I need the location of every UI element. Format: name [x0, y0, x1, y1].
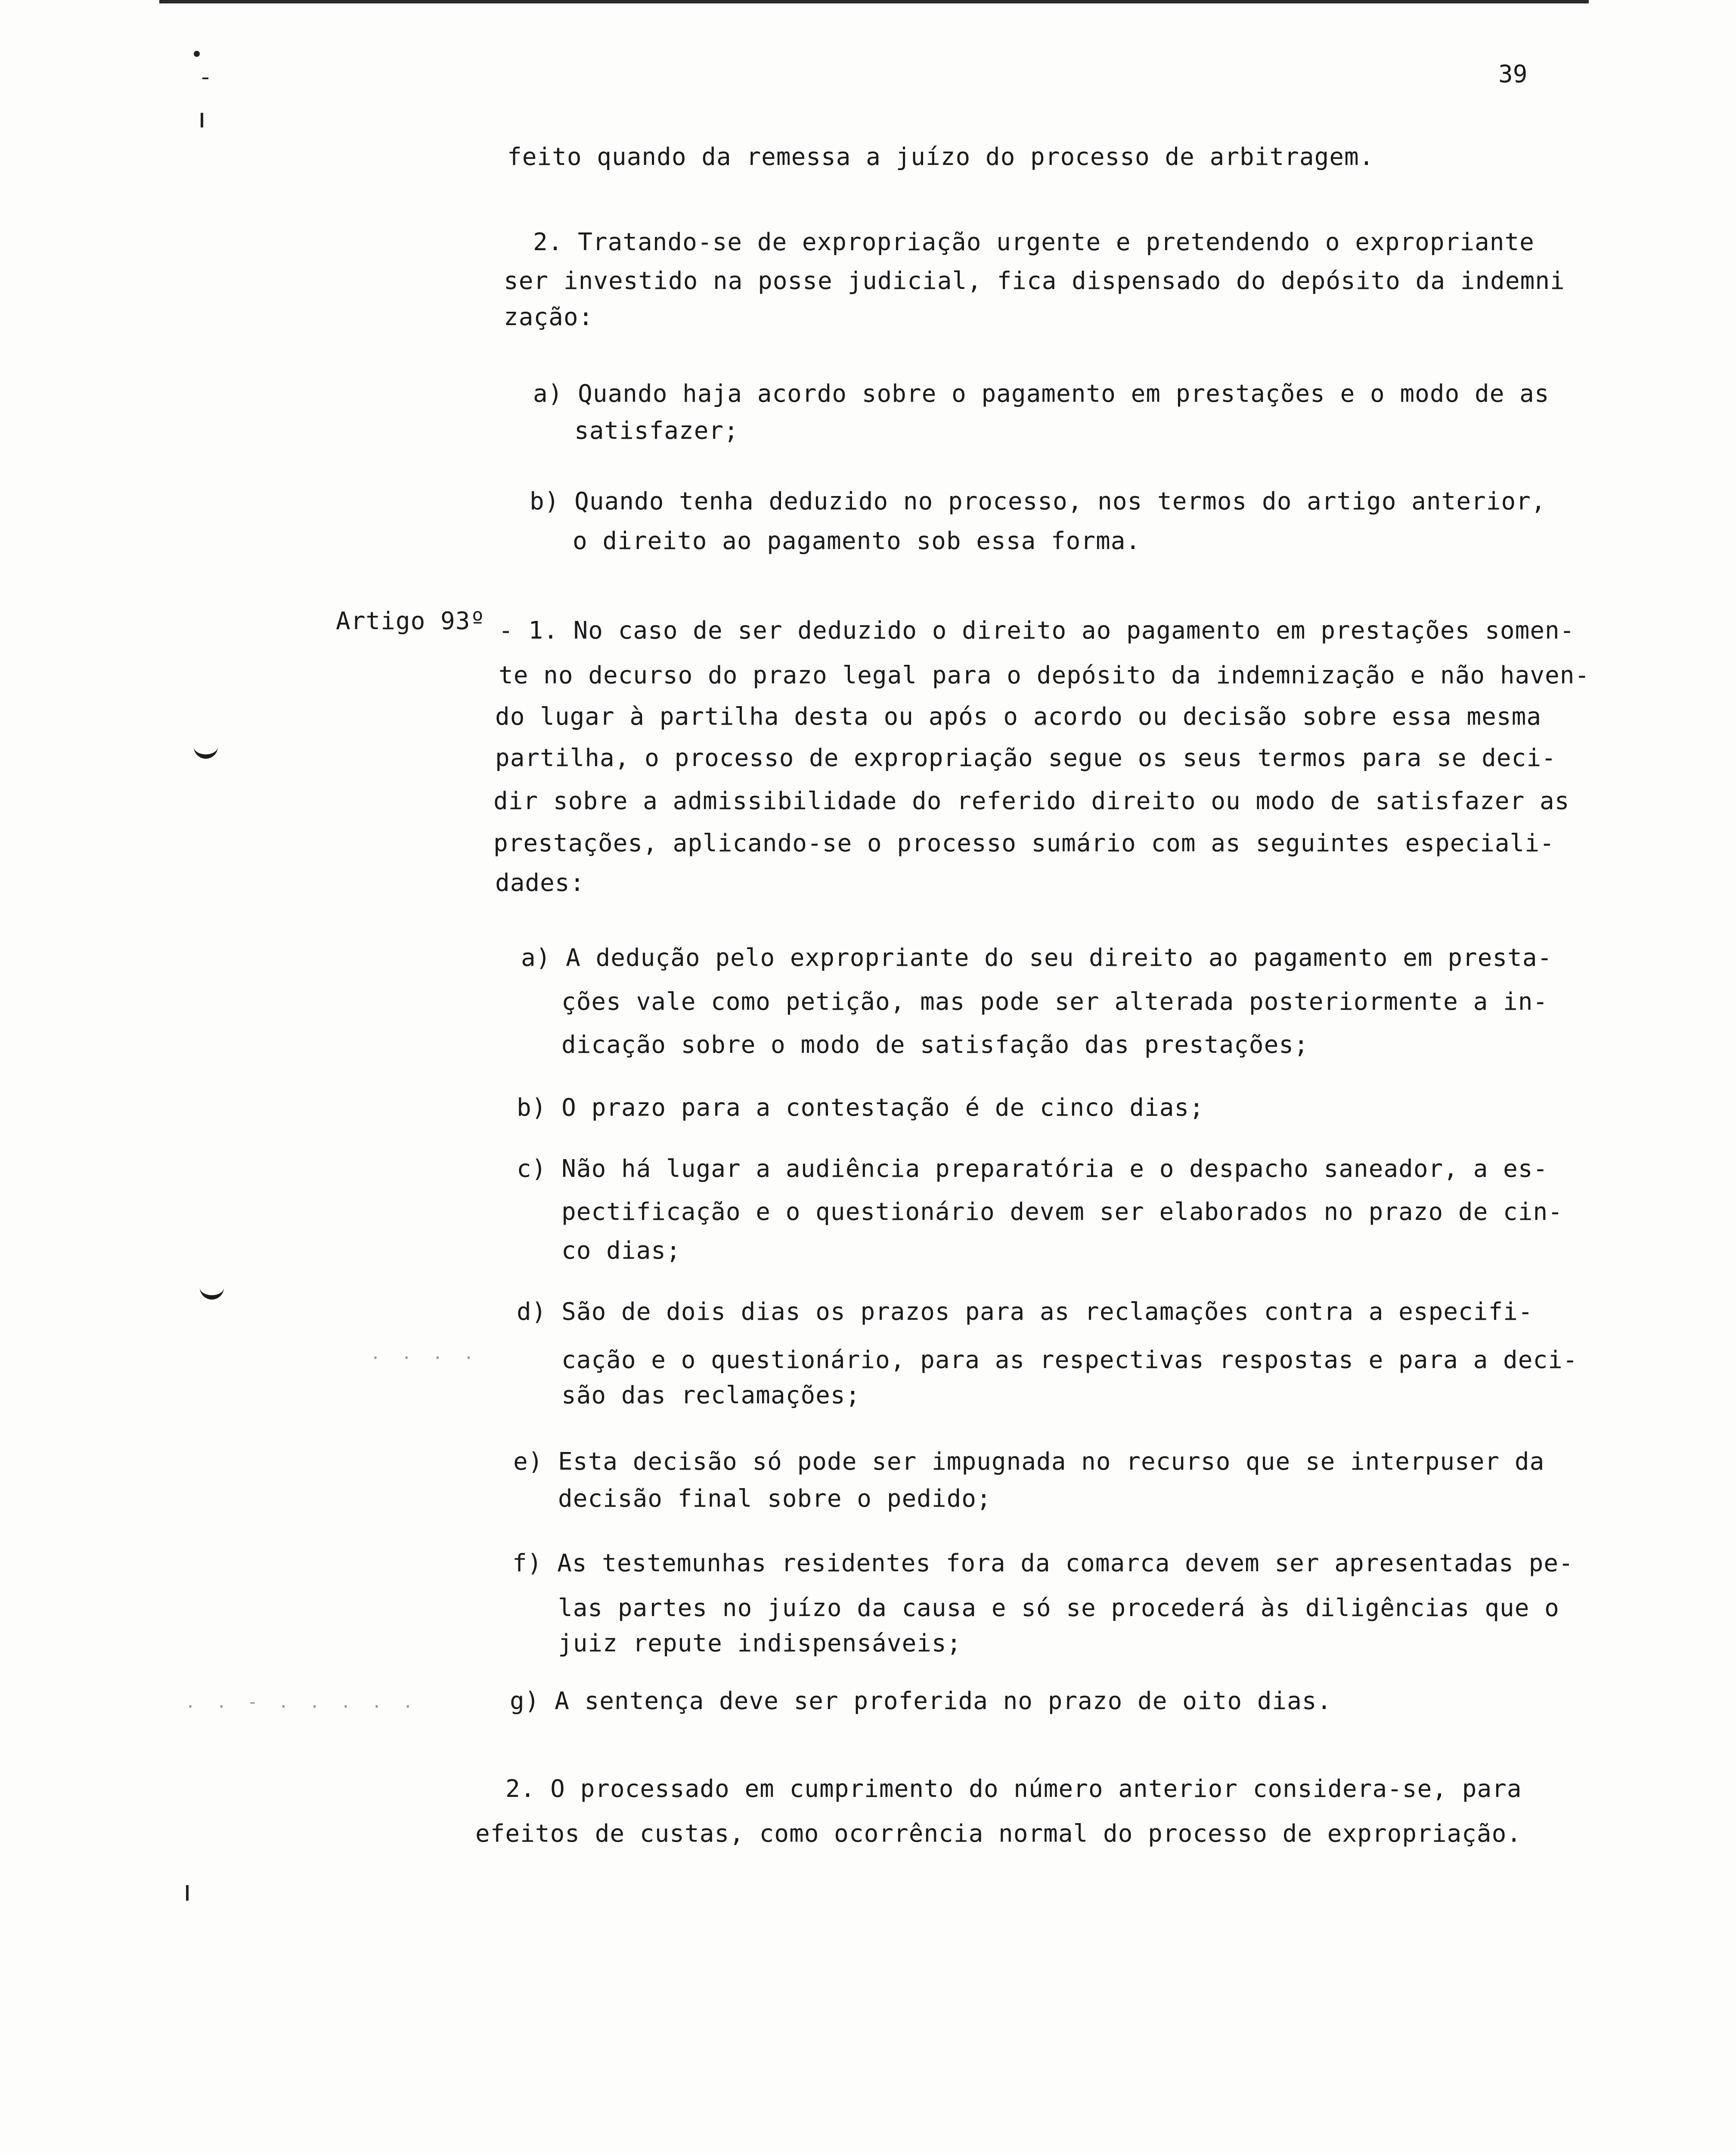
text-line: - 1. No caso de ser deduzido o direito ao pagamento em prestações somen-	[499, 617, 1575, 645]
list-item-line: juiz repute indispensáveis;	[558, 1629, 962, 1657]
text-line: 2. O processado em cumprimento do número anterior considera-se, para	[505, 1775, 1522, 1803]
text-line: partilha, o processo de expropriação segue os seus termos para se deci-	[495, 744, 1556, 772]
list-item-line: b) Quando tenha deduzido no processo, nos termos do artigo anterior,	[530, 487, 1546, 515]
scan-speck: . . . .	[370, 1343, 479, 1363]
page-number: 39	[1498, 60, 1528, 88]
list-item-line: las partes no juízo da causa e só se procederá às diligências que o	[558, 1594, 1559, 1622]
list-item-line: são das reclamações;	[561, 1381, 861, 1409]
continuation-line: feito quando da remessa a juízo do processo de arbitragem.	[507, 143, 1374, 171]
text-line: dir sobre a admissibilidade do referido direito ou modo de satisfazer as	[493, 787, 1570, 815]
margin-mark	[202, 78, 208, 79]
list-item-line: decisão final sobre o pedido;	[558, 1485, 992, 1513]
list-item-line: satisfazer;	[574, 417, 739, 445]
list-item-line: e) Esta decisão só pode ser impugnada no recurso que se interpuser da	[513, 1448, 1545, 1476]
list-item-line: dicação sobre o modo de satisfação das prestações;	[561, 1031, 1309, 1059]
margin-mark	[201, 113, 203, 127]
list-item-line: o direito ao pagamento sob essa forma.	[573, 527, 1141, 555]
text-line: te no decurso do prazo legal para o depósito da indemnização e não haven-	[499, 661, 1590, 689]
margin-mark	[194, 51, 200, 57]
list-item-line: g) A sentença deve ser proferida no prazo de oito dias.	[510, 1687, 1332, 1715]
list-item-line: cação e o questionário, para as respectivas respostas e para a deci-	[561, 1346, 1578, 1374]
list-item-line: b) O prazo para a contestação é de cinco dias;	[517, 1094, 1204, 1122]
text-line: zação:	[504, 303, 594, 331]
list-item-line: a) A dedução pelo expropriante do seu direito ao pagamento em presta-	[521, 944, 1553, 972]
article-label: Artigo 93º	[336, 607, 486, 635]
text-line: ser investido na posse judicial, fica dispensado do depósito da indemni	[504, 267, 1565, 295]
text-line: do lugar à partilha desta ou após o acordo ou decisão sobre essa mesma	[495, 703, 1542, 731]
list-item-line: co dias;	[561, 1237, 681, 1265]
text-line: dades:	[495, 869, 585, 897]
margin-bracket	[200, 1278, 224, 1300]
text-line: prestações, aplicando-se o processo sumário com as seguintes especiali-	[493, 829, 1555, 857]
list-item-line: c) Não há lugar a audiência preparatória e o despacho saneador, a es-	[517, 1155, 1548, 1183]
text-line: 2. Tratando-se de expropriação urgente e pretendendo o expropriante	[533, 228, 1534, 256]
list-item-line: a) Quando haja acordo sobre o pagamento em prestações e o modo de as	[533, 380, 1550, 408]
list-item-line: pectificação e o questionário devem ser elaborados no prazo de cin-	[561, 1198, 1563, 1226]
text-line: efeitos de custas, como ocorrência normal do processo de expropriação.	[475, 1820, 1522, 1848]
margin-mark	[186, 1885, 189, 1901]
scan-speck: . . - . . . . .	[185, 1692, 418, 1712]
list-item-line: ções vale como petição, mas pode ser alterada posteriormente a in-	[561, 988, 1548, 1016]
list-item-line: f) As testemunhas residentes fora da comarca devem ser apresentadas pe-	[512, 1549, 1574, 1577]
top-rule	[159, 0, 1589, 3]
list-item-line: d) São de dois dias os prazos para as reclamações contra a especifi-	[517, 1298, 1533, 1326]
margin-bracket	[194, 737, 218, 759]
